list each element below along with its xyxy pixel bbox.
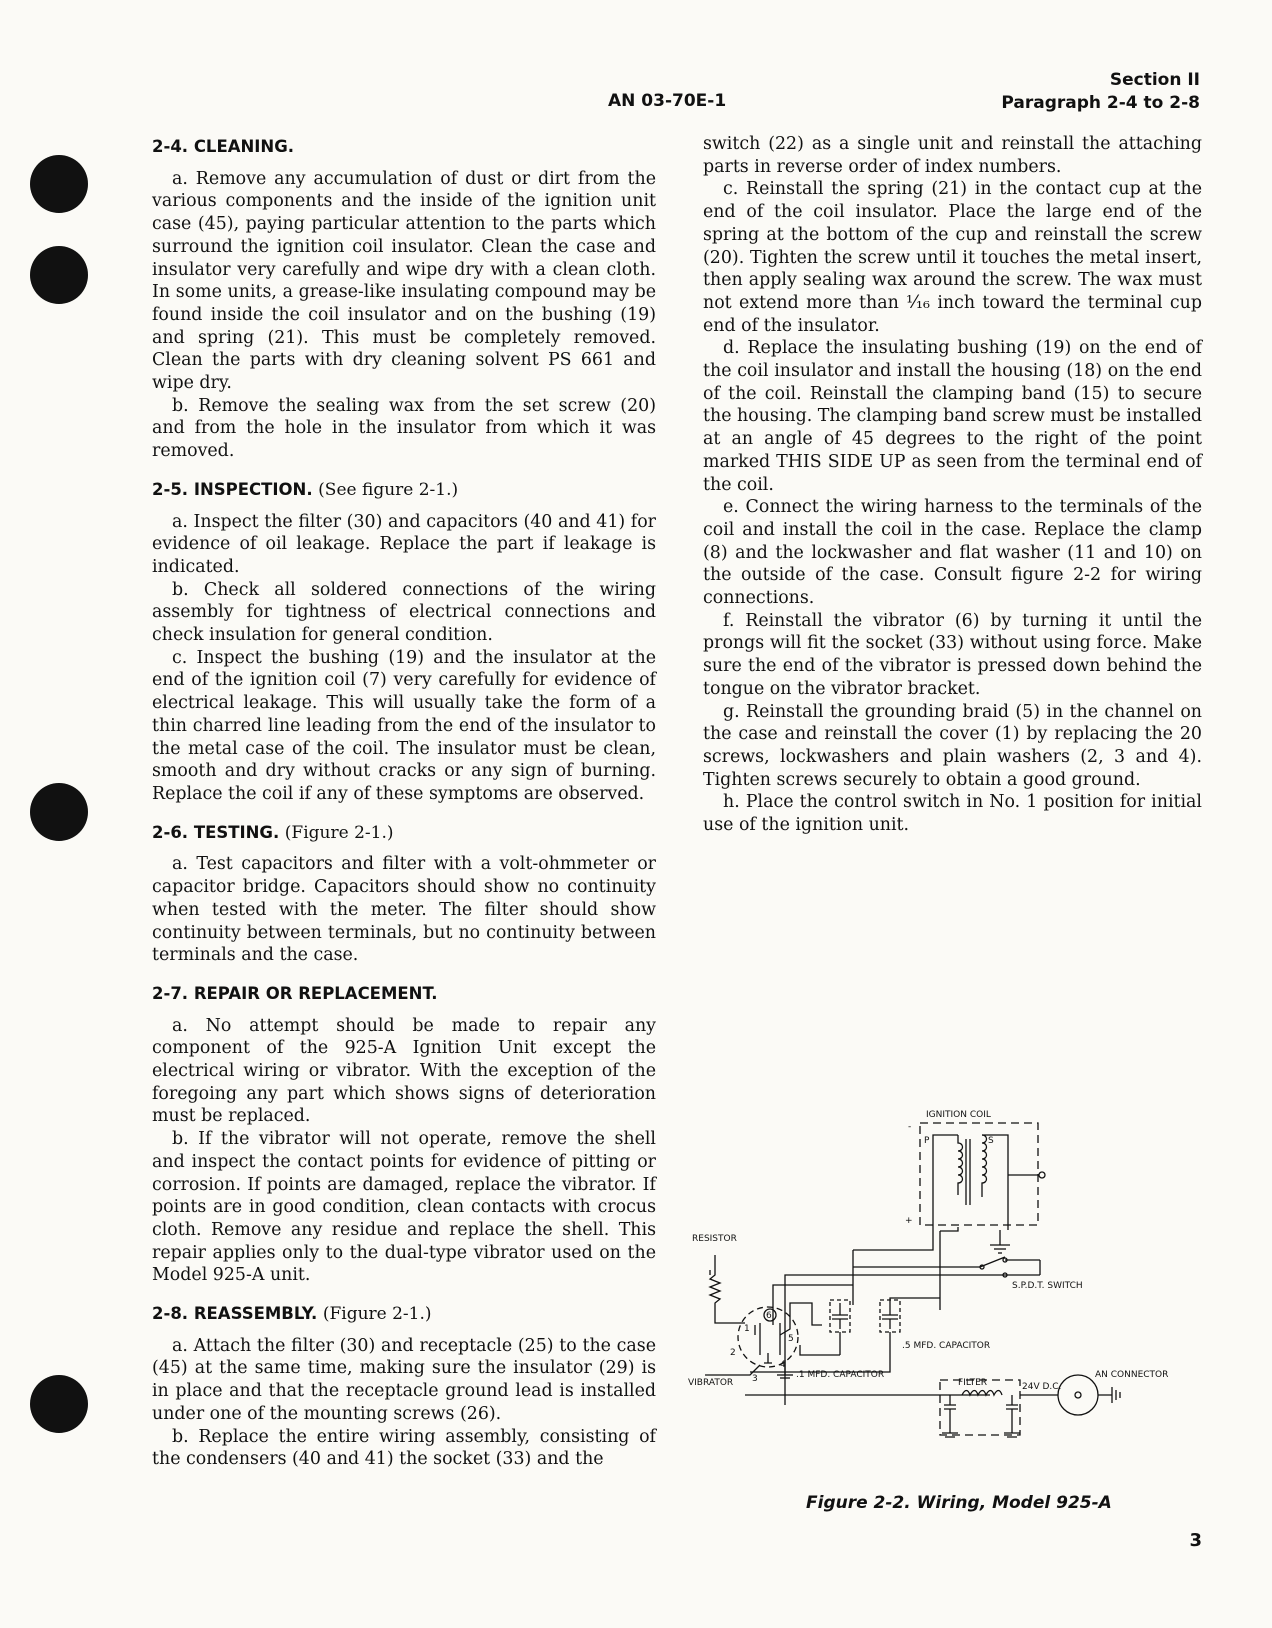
label-cap-5mfd: .5 MFD. CAPACITOR xyxy=(902,1341,991,1351)
section-2-7 xyxy=(152,983,656,1287)
section-reference: (See figure 2-1.) xyxy=(318,479,459,500)
primary-lead-bottom xyxy=(940,1227,958,1231)
label-switch: S.P.D.T. SWITCH xyxy=(1012,1281,1083,1291)
section-title: 2-8. REASSEMBLY. xyxy=(152,1304,318,1324)
label-pin-2: 2 xyxy=(730,1348,736,1358)
label-ignition-coil: IGNITION COIL xyxy=(926,1110,991,1120)
connector-ground xyxy=(1098,1387,1120,1403)
label-pin-1: 1 xyxy=(744,1324,750,1334)
label-voltage: 24V D.C. xyxy=(1022,1382,1062,1392)
paragraph: f. Reinstall the vibrator (6) by turning it until the prongs will fit the socket (33) without using force. Make sure the end of the vibrator is pressed down behind the tongue on the vibrator bracket. xyxy=(703,610,1202,699)
binder-hole-2 xyxy=(30,246,88,304)
secondary-winding xyxy=(982,1135,987,1197)
paragraph: a. Remove any accumulation of dust or dirt from the various components and the inside of the ignition unit case (45), paying particular attention to the parts which surround the ignition coil insulator. Clean the case and insulator very carefully and wipe dry with a clean cloth. In some units, a grease-like insulating compound may be found inside the coil insulator and on the bushing (19) and spring (21). This must be completely removed. Clean the parts with dry cleaning solvent PS 661 and wipe dry. xyxy=(152,168,656,394)
label-an-connector: AN CONNECTOR xyxy=(1095,1370,1169,1380)
paragraph: e. Connect the wiring harness to the terminals of the coil and install the coil in the case. Replace the clamp (8) and the lockwasher and flat washer (11 and 10) on the outside of the case. Consult figure 2-2 for wiring connections. xyxy=(703,497,1202,609)
ignition-coil-box xyxy=(920,1123,1038,1225)
paragraph: a. Attach the filter (30) and receptacle (25) to the case (45) at the same time, making sure the insulator (29) is in place and that the receptacle ground lead is installed under one of the mounting screws (26). xyxy=(152,1335,656,1424)
section-reference: (Figure 2-1.) xyxy=(284,822,394,843)
filter-cap-left xyxy=(944,1395,956,1423)
paragraph: a. No attempt should be made to repair any component of the 925-A Ignition Unit except the electrical wiring or vibrator. With the exception of the foregoing any part which shows signs of deterioration must be replaced. xyxy=(152,1015,656,1127)
capacitor-5mfd xyxy=(882,1303,898,1329)
filter-choke xyxy=(962,1391,1002,1396)
binder-hole-1 xyxy=(30,155,88,213)
label-resistor: RESISTOR xyxy=(692,1234,737,1244)
paragraph-continuation: switch (22) as a single unit and reinstall the attaching parts in reverse order of index numbers. xyxy=(703,134,1202,177)
binder-hole-3 xyxy=(30,783,88,841)
section-title: 2-5. INSPECTION. xyxy=(152,479,313,499)
label-filter: FILTER xyxy=(958,1378,988,1388)
capacitor-1mfd xyxy=(832,1303,848,1329)
section-title: 2-4. CLEANING. xyxy=(152,137,295,156)
label-s: S xyxy=(988,1136,994,1146)
binder-hole-4 xyxy=(30,1375,88,1433)
figure-caption: Figure 2-2. Wiring, Model 925-A xyxy=(806,1493,1112,1513)
label-pin-5: 5 xyxy=(788,1334,794,1344)
right-column xyxy=(703,133,1202,837)
paragraph: c. Reinstall the spring (21) in the contact cup at the end of the coil insulator. Place the large end of the spring at the bottom of the cup and reinstall the screw (20). Tighten the screw until it touches the metal insert, then apply sealing wax around the screw. The wax must not extend more than ¹⁄₁₆ inch toward the terminal cup end of the insulator. xyxy=(703,179,1202,336)
section-2-8 xyxy=(152,1303,656,1471)
paragraph: b. Remove the sealing wax from the set screw (20) and from the hole in the insulator from which it was removed. xyxy=(152,395,656,462)
section-title: 2-6. TESTING. xyxy=(152,822,280,842)
primary-winding xyxy=(958,1135,963,1195)
paragraph-range: Paragraph 2-4 to 2-8 xyxy=(1001,93,1200,113)
left-column xyxy=(152,136,656,1471)
section-heading xyxy=(152,1303,656,1326)
section-heading xyxy=(152,983,656,1006)
section-label: Section II xyxy=(1109,70,1200,90)
filter-cap-right xyxy=(1006,1395,1018,1423)
paragraph: h. Place the control switch in No. 1 position for initial use of the ignition unit. xyxy=(703,792,1202,836)
paragraph: b. If the vibrator will not operate, remove the shell and inspect the contact points for evidence of pitting or corrosion. If points are damaged, replace the vibrator. If points are in good condition, clean contacts with crocus cloth. Remove any residue and replace the shell. This repair applies only to the dual-type vibrator used on the Model 925-A unit. xyxy=(152,1129,656,1286)
paragraph: c. Inspect the bushing (19) and the insulator at the end of the ignition coil (7) very carefully for evidence of electrical leakage. This will usually take the form of a thin charred line leading from the end of the insulator to the metal case of the coil. The insulator must be clean, smooth and dry without cracks or any sign of burning. Replace the coil if any of these symptoms are observed. xyxy=(152,647,656,804)
paragraph: a. Test capacitors and filter with a volt-ohmmeter or capacitor bridge. Capacitors should show no continuity when tested with the meter. The filter should show continuity between terminals, but no continuity between terminals and the case. xyxy=(152,854,656,966)
label-vibrator: VIBRATOR xyxy=(688,1378,734,1388)
primary-lead-top xyxy=(853,1135,958,1250)
an-connector xyxy=(1058,1375,1098,1415)
paragraph: a. Inspect the filter (30) and capacitors (40 and 41) for evidence of oil leakage. Replace the part if leakage is indicated. xyxy=(152,511,656,577)
label-cap-1mfd: .1 MFD. CAPACITOR xyxy=(796,1370,885,1380)
section-2-5 xyxy=(152,479,656,806)
section-heading xyxy=(152,136,656,159)
label-minus: - xyxy=(908,1122,912,1132)
filter-box xyxy=(940,1380,1020,1435)
section-heading xyxy=(152,822,656,845)
page-number: 3 xyxy=(1189,1530,1202,1551)
paragraph: b. Replace the entire wiring assembly, consisting of the condensers (40 and 41) the socket (33) and the xyxy=(152,1426,656,1470)
label-p: P xyxy=(924,1136,930,1146)
section-2-6 xyxy=(152,822,656,967)
output-terminal xyxy=(1039,1172,1045,1178)
section-title: 2-7. REPAIR OR REPLACEMENT. xyxy=(152,983,438,1003)
vibrator-contact xyxy=(764,1353,772,1363)
section-heading xyxy=(152,479,656,502)
section-header xyxy=(1001,69,1200,115)
label-pin-3: 3 xyxy=(752,1374,758,1384)
pin-4-wire xyxy=(800,1345,840,1355)
paragraph: g. Reinstall the grounding braid (5) in the channel on the case and reinstall the cover (1) by replacing the 20 screws, lockwashers and plain washers (2, 3 and 4). Tighten screws securely to obtain a good ground. xyxy=(703,701,1202,790)
label-pin-4: 4 xyxy=(780,1360,786,1370)
paragraph: d. Replace the insulating bushing (19) on the end of the coil insulator and install the housing (18) on the end of the coil. Reinstall the clamping band (15) to secure the housing. The clamping band screw must be installed at an angle of 45 degrees to the right of the point marked THIS SIDE UP as seen from the terminal end of the coil. xyxy=(703,338,1202,495)
section-2-4 xyxy=(152,136,656,463)
paragraph: b. Check all soldered connections of the wiring assembly for tightness of electrical connections and check insulation for general condition. xyxy=(152,579,656,646)
label-plus: + xyxy=(905,1216,913,1226)
resistor xyxy=(710,1255,745,1323)
doc-number: AN 03-70E-1 xyxy=(608,91,727,111)
label-pin-6: 6 xyxy=(766,1311,772,1321)
section-reference: (Figure 2-1.) xyxy=(322,1304,432,1325)
wiring-diagram xyxy=(688,1105,1220,1495)
